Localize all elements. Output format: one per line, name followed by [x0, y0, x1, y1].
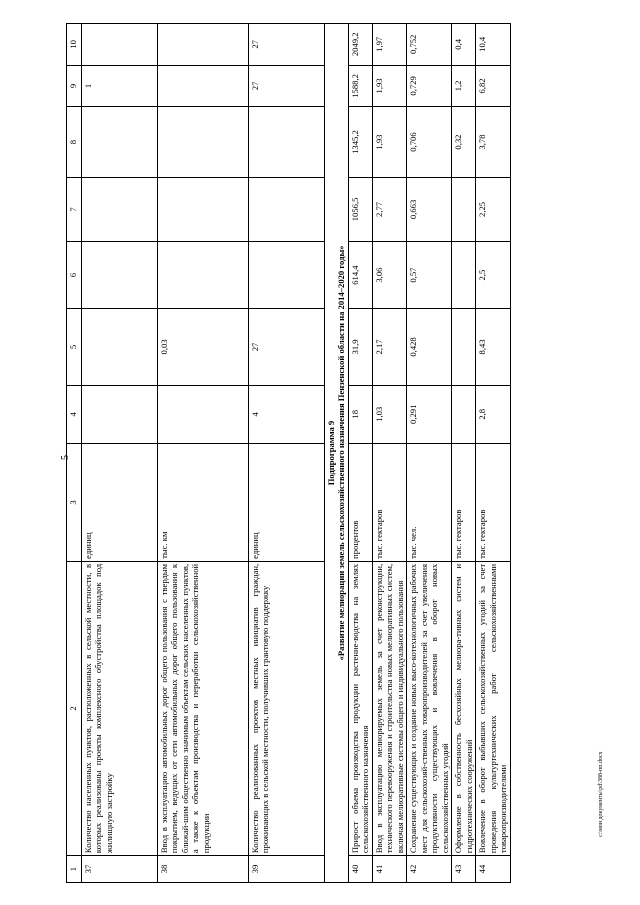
indicator-value	[158, 24, 249, 66]
indicator-value: 614,4	[348, 241, 372, 308]
indicator-value: 1,93	[372, 107, 406, 178]
column-number: 4	[67, 385, 82, 443]
column-number: 3	[67, 443, 82, 561]
indicator-value	[158, 241, 249, 308]
indicators-table	[66, 23, 511, 883]
table-row	[407, 24, 452, 883]
indicator-value: 27	[249, 24, 325, 66]
row-number: 44	[476, 856, 510, 883]
table-row	[158, 24, 249, 883]
indicator-value: 10,4	[476, 24, 510, 66]
indicator-value	[158, 385, 249, 443]
unit-of-measure: единиц	[82, 443, 158, 561]
row-number: 38	[158, 856, 249, 883]
indicator-value: 0,57	[407, 241, 452, 308]
indicator-value: 1588,2	[348, 65, 372, 107]
column-numbers-row	[67, 24, 82, 883]
subprogram-row	[325, 24, 349, 883]
indicator-value	[249, 241, 325, 308]
indicator-value	[249, 177, 325, 241]
column-number: 10	[67, 24, 82, 66]
indicator-value: 1,03	[372, 385, 406, 443]
table-row	[372, 24, 406, 883]
indicator-value	[452, 241, 476, 308]
indicator-value: 2,8	[476, 385, 510, 443]
indicator-value	[82, 177, 158, 241]
indicator-value	[82, 24, 158, 66]
indicator-value: 1,97	[372, 24, 406, 66]
column-number: 5	[67, 309, 82, 385]
row-number: 41	[372, 856, 406, 883]
indicator-value: 2,17	[372, 309, 406, 385]
indicator-value	[158, 177, 249, 241]
indicator-value: 0,729	[407, 65, 452, 107]
indicator-value: 3,06	[372, 241, 406, 308]
indicator-name: Ввод в эксплуатацию автомобильных дорог общего пользования с твердым покрытием, ведущих от сети автомобильных дорог общего пользования к ближай-шим общественно значимым объектам сельских населенных пунктов, а также к объектам производства и переработки сельскохозяйственной продукции	[158, 561, 249, 855]
subprogram-heading	[325, 24, 349, 883]
row-number: 39	[249, 856, 325, 883]
indicator-value: 0,663	[407, 177, 452, 241]
indicator-name: Сохранение существующих и создание новых высо-котехнологичных рабочих мест для сельскохозяй-ственных товаропроизводителей за счет увеличения продуктивности существующих и вовлечения в оборот новых сельскохозяйственных угодий	[407, 561, 452, 855]
column-number: 1	[67, 856, 82, 883]
indicator-value: 18	[348, 385, 372, 443]
file-path-footer: c:\мои документы\pd\388-пп.docx	[598, 751, 604, 837]
indicator-value	[452, 177, 476, 241]
column-number: 2	[67, 561, 82, 855]
indicator-value: 1	[82, 65, 158, 107]
indicator-name: Количество населенных пунктов, расположенных в сельской местности, в которых реализованы проекты комплексного обустройства площадок под жилищную застройку	[82, 561, 158, 855]
indicator-value	[82, 309, 158, 385]
indicator-value	[82, 241, 158, 308]
unit-of-measure: процентов	[348, 443, 372, 561]
unit-of-measure: тыс. чел.	[407, 443, 452, 561]
indicator-value: 0,752	[407, 24, 452, 66]
indicator-value: 27	[249, 309, 325, 385]
indicator-value: 2049,2	[348, 24, 372, 66]
indicator-value	[82, 107, 158, 178]
row-number: 42	[407, 856, 452, 883]
unit-of-measure: тыс. гектаров	[452, 443, 476, 561]
column-number: 7	[67, 177, 82, 241]
column-number: 6	[67, 241, 82, 308]
unit-of-measure: тыс. км	[158, 443, 249, 561]
row-number: 43	[452, 856, 476, 883]
indicator-value: 31,9	[348, 309, 372, 385]
indicator-value: 8,43	[476, 309, 510, 385]
indicator-value	[249, 107, 325, 178]
unit-of-measure: тыс. гектаров	[372, 443, 406, 561]
table-row	[452, 24, 476, 883]
column-number: 8	[67, 107, 82, 178]
indicator-value: 3,78	[476, 107, 510, 178]
indicator-value: 1,93	[372, 65, 406, 107]
indicator-value: 2,5	[476, 241, 510, 308]
table-row	[476, 24, 510, 883]
table-row	[82, 24, 158, 883]
indicator-name: Прирост объема производства продукции растение-водства на землях сельскохозяйственного назначения	[348, 561, 372, 855]
indicator-value	[452, 309, 476, 385]
table-row	[348, 24, 372, 883]
subprogram-title: «Развитие мелиорации земель сельскохозяйственного назначения Пензенской области на 2014–2020 годы»	[336, 245, 347, 661]
subprogram-label: Подпрограмма 9	[326, 420, 336, 486]
indicator-value	[158, 107, 249, 178]
indicator-value: 2,77	[372, 177, 406, 241]
indicator-value: 0,4	[452, 24, 476, 66]
indicator-value	[452, 385, 476, 443]
indicator-value: 0,291	[407, 385, 452, 443]
indicator-name: Оформление в собственность бесхозяйных мелиора-тивных систем и гидротехнических сооружений	[452, 561, 476, 855]
indicator-value: 6,82	[476, 65, 510, 107]
indicator-value: 0,03	[158, 309, 249, 385]
indicator-name: Количество реализованных проектов местных инициатив граждан, проживающих в сельской местности, получивших грантовую поддержку	[249, 561, 325, 855]
unit-of-measure: тыс. гектаров	[476, 443, 510, 561]
table-row	[249, 24, 325, 883]
indicator-value: 0,706	[407, 107, 452, 178]
row-number: 37	[82, 856, 158, 883]
unit-of-measure: единиц	[249, 443, 325, 561]
indicator-value	[158, 65, 249, 107]
indicator-name: Ввод в эксплуатацию мелиорируемых земель за счет реконструкции, технического перевооружения и строительства новых мелиоративных систем, включая мелиоративные системы общего и индивидуального пользования	[372, 561, 406, 855]
indicator-value	[82, 385, 158, 443]
indicator-value: 0,32	[452, 107, 476, 178]
indicator-value: 1,2	[452, 65, 476, 107]
indicator-value: 4	[249, 385, 325, 443]
column-number: 9	[67, 65, 82, 107]
page-number: 5	[60, 455, 71, 460]
indicator-value: 1056,5	[348, 177, 372, 241]
indicator-value: 0,428	[407, 309, 452, 385]
row-number: 40	[348, 856, 372, 883]
indicator-value: 27	[249, 65, 325, 107]
indicator-value: 1345,2	[348, 107, 372, 178]
indicator-name: Вовлечение в оборот выбывших сельскохозяйственных угодий за счет проведения культуртехнических работ сельскохозяйственными товаропроизводителями	[476, 561, 510, 855]
indicator-value: 2,25	[476, 177, 510, 241]
